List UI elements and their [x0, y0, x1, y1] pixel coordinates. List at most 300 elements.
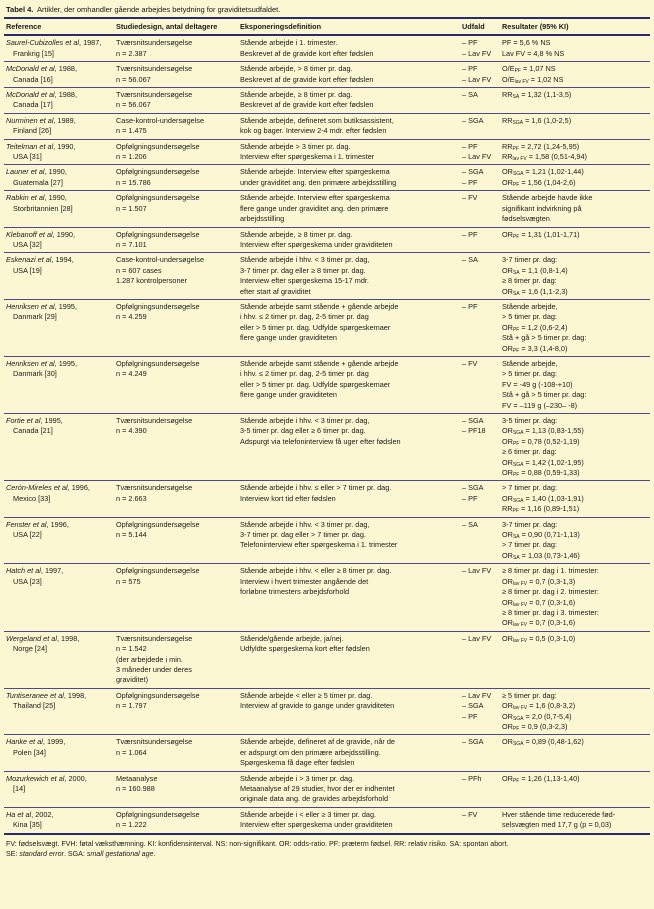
exposure-line: flere gange under graviditeten	[240, 333, 337, 343]
year: , 1988,	[54, 64, 77, 74]
results-cell	[500, 564, 650, 631]
year: , 1989,	[53, 115, 76, 125]
reference-cell	[4, 807, 114, 833]
outcome-cell	[460, 139, 500, 165]
year: , 1998,	[56, 633, 80, 643]
reference-cell	[4, 139, 114, 165]
design-line: n = 607 cases	[116, 265, 162, 275]
author: Hanke et al	[6, 737, 43, 747]
outcome-line: – SGA	[462, 701, 484, 711]
exposure-line: Stående arbejde, > 8 timer pr. dag.	[240, 64, 353, 74]
table-row	[4, 735, 650, 771]
result-line: $OR_{PF} = 0,88$ (0,59-1,33)	[502, 468, 580, 479]
exposure-line: efter start af graviditet	[240, 286, 311, 296]
design-line: Case-kontrol-undersøgelse	[116, 115, 205, 125]
results-cell	[500, 517, 650, 564]
table-row	[4, 771, 650, 807]
design-line: n = 1.542	[116, 644, 147, 654]
exposure-cell	[238, 414, 460, 481]
design-line: Tværsnitsundersøgelse	[116, 483, 193, 493]
outcome-line: – PF	[462, 493, 478, 503]
studies-table	[4, 19, 650, 835]
outcome-line: – SGA	[462, 167, 484, 177]
design-cell	[114, 735, 238, 771]
exposure-cell	[238, 481, 460, 517]
exposure-line: Interview af gravide to gange under graviditeten	[240, 701, 395, 711]
design-line: Opfølgningsundersøgelse	[116, 229, 200, 239]
table-row	[4, 356, 650, 413]
outcome-cell	[460, 356, 500, 413]
table-caption	[6, 5, 650, 14]
outcome-cell	[460, 299, 500, 356]
exposure-cell	[238, 299, 460, 356]
reference-cell	[4, 113, 114, 139]
outcome-line: – SGA	[462, 416, 484, 425]
table-row	[4, 481, 650, 517]
place-citation: Thailand [25]	[13, 701, 56, 711]
result-line: > 7 timer pr. dag:	[502, 483, 557, 493]
reference-cell	[4, 564, 114, 631]
table-row	[4, 165, 650, 191]
exposure-cell	[238, 191, 460, 227]
year: , 1996,	[67, 483, 90, 493]
result-line: $OR_{PF} = 1,31$ (1,01-1,71)	[502, 229, 580, 240]
design-line: n = 4.390	[116, 426, 147, 436]
place-citation: USA [22]	[13, 530, 42, 540]
result-line: signifikant indvirkning på	[502, 203, 582, 213]
outcome-cell	[460, 227, 500, 253]
reference-cell	[4, 35, 114, 61]
exposure-cell	[238, 88, 460, 114]
exposure-cell	[238, 253, 460, 300]
design-line: Tværsnitsundersøgelse	[116, 737, 193, 747]
design-line: n = 575	[116, 576, 141, 586]
design-line: n = 1.797	[116, 701, 147, 711]
table-row	[4, 517, 650, 564]
year: , 2002,	[31, 809, 54, 819]
results-cell	[500, 139, 650, 165]
outcome-cell	[460, 517, 500, 564]
outcome-line: – SGA	[462, 115, 484, 125]
design-line: Case-kontrol-undersøgelse	[116, 255, 205, 265]
place-citation: Guatemala [27]	[13, 177, 63, 187]
exposure-line: Interview i hvert trimester angående det	[240, 576, 369, 586]
design-line: n = 56.067	[116, 100, 151, 110]
design-line: (der arbejdede i min.	[116, 654, 183, 664]
result-line: $OR_{SGA} = 2,0$ (0,7-5,4)	[502, 711, 572, 722]
table-row	[4, 62, 650, 88]
reference-cell	[4, 414, 114, 481]
exposure-line: Spørgeskema få dage efter fødslen	[240, 758, 355, 768]
place-citation: Frankrig [15]	[13, 48, 54, 58]
outcome-cell	[460, 414, 500, 481]
year: , 1995,	[54, 358, 77, 368]
result-line: ≥ 6 timer pr. dag:	[502, 447, 557, 457]
exposure-line: Stående arbejde, defineret som butiksassistent,	[240, 115, 394, 125]
year: , 1997,	[40, 566, 64, 576]
result-line: $OR_{SGA} = 1,42$ (1,02-1,95)	[502, 457, 584, 468]
exposure-cell	[238, 631, 460, 688]
outcome-line: – PF	[462, 141, 478, 151]
author: Rabkin et al	[6, 193, 45, 203]
reference-cell	[4, 517, 114, 564]
reference-cell	[4, 62, 114, 88]
table-row	[4, 139, 650, 165]
result-line: PF = 5,6 % NS	[502, 38, 551, 48]
result-line: $RR_{lav FV} = 1,58$ (0,51-4,94)	[502, 152, 587, 163]
outcome-line: – PF18	[462, 426, 486, 436]
exposure-line: forløbne trimesters arbejdsforhold	[240, 587, 350, 597]
result-line: $OR_{PF} = 1,2$ (0,6-2,4)	[502, 322, 568, 333]
design-line: Metaanalyse	[116, 773, 158, 783]
results-cell	[500, 807, 650, 833]
reference-cell	[4, 253, 114, 300]
reference-cell	[4, 688, 114, 735]
exposure-line: Interview efter spørgeskema 15-17 mdr.	[240, 276, 369, 286]
table-row	[4, 299, 650, 356]
design-cell	[114, 253, 238, 300]
author: McDonald et al	[6, 90, 55, 100]
outcome-line: – FV	[462, 809, 478, 819]
design-line: n = 2.387	[116, 48, 147, 58]
result-line: $OR_{SA} = 1,6$ (1,1-2,3)	[502, 286, 568, 297]
year: , 1995,	[40, 416, 63, 425]
design-line: Tværsnitsundersøgelse	[116, 633, 193, 643]
results-cell	[500, 356, 650, 413]
year: , 1987,	[79, 38, 102, 48]
design-cell	[114, 62, 238, 88]
results-cell	[500, 191, 650, 227]
results-cell	[500, 227, 650, 253]
footnote-line-1: FV: fødselsvægt. FVH: føtal væksthæmning. KI: konfidensinterval. NS: non-signifikant. OR: odds-ratio. PF: præterm fødsel. RR: relativ risiko. SA: spontan abort.	[6, 839, 509, 848]
result-line: $OR_{lav FV} = 0,5$ (0,3-1,0)	[502, 633, 576, 644]
place-citation: Norge [24]	[13, 644, 48, 654]
exposure-line: eller > 5 timer pr. dag. Udfylde spørgeskemaer	[240, 322, 391, 332]
exposure-line: Stående arbejde samt stående + gående arbejde	[240, 301, 399, 311]
result-line: Stående arbejde havde ikke	[502, 193, 593, 203]
result-line: $RR_{PF} = 2,72$ (1,24-5,95)	[502, 141, 580, 152]
design-line: Opfølgningsundersøgelse	[116, 566, 200, 576]
exposure-line: originale data ang. de gravides arbejdsforhold	[240, 794, 389, 804]
result-line: $OR_{lav FV} = 1,6$ (0,8-3,2)	[502, 701, 576, 712]
outcome-line: – SA	[462, 519, 478, 529]
result-line: 3-7 timer pr. dag:	[502, 255, 558, 265]
place-citation: Danmark [29]	[13, 312, 57, 322]
place-citation: USA [31]	[13, 152, 42, 162]
author: Fortie et al	[6, 416, 41, 425]
design-line: n = 1.222	[116, 820, 147, 830]
outcome-cell	[460, 771, 500, 807]
design-line: 3 måneder under deres	[116, 664, 192, 674]
exposure-line: arbejdsstilling	[240, 214, 285, 224]
outcome-line: – PF	[462, 177, 478, 187]
author: Eskenazi et al	[6, 255, 52, 265]
design-cell	[114, 165, 238, 191]
result-line: $OR_{SA} = 0,90$ (0,71-1,13)	[502, 530, 580, 541]
result-line: Stå + gå > 5 timer pr. dag:	[502, 390, 587, 400]
author: Henriksen et al	[6, 358, 55, 368]
table-row	[4, 807, 650, 833]
col-header-reference: Reference	[4, 19, 114, 35]
results-cell	[500, 35, 650, 61]
place-citation: Canada [16]	[13, 74, 53, 84]
outcome-line: – SGA	[462, 483, 484, 493]
result-line: FV = –119 g (–230– -8)	[502, 400, 578, 410]
design-line: n = 1.507	[116, 203, 147, 213]
result-line: Stå + gå > 5 timer pr. dag:	[502, 333, 587, 343]
result-line: $OR_{SGA} = 1,21$ (1,02-1,44)	[502, 167, 584, 178]
reference-cell	[4, 735, 114, 771]
exposure-cell	[238, 807, 460, 833]
exposure-cell	[238, 771, 460, 807]
author: Launer et al	[6, 167, 45, 177]
outcome-cell	[460, 165, 500, 191]
author: Henriksen et al	[6, 301, 55, 311]
exposure-line: Stående arbejde i 1. trimester.	[240, 38, 338, 48]
design-line: n = 15.786	[116, 177, 151, 187]
results-cell	[500, 88, 650, 114]
design-cell	[114, 113, 238, 139]
result-line: > 5 timer pr. dag:	[502, 369, 557, 379]
exposure-cell	[238, 356, 460, 413]
exposure-line: Interview efter spørgeskema i 1. trimester	[240, 152, 375, 162]
design-line: n = 4.249	[116, 369, 147, 379]
exposure-line: flere gange under graviditet ang. den primære	[240, 203, 389, 213]
result-line: fødselsvægten	[502, 214, 550, 224]
design-line: Opfølgningsundersøgelse	[116, 519, 200, 529]
author: Klebanoff et al	[6, 229, 53, 239]
table-row	[4, 688, 650, 735]
result-line: $OR_{SGA} = 0,89$ (0,48-1,62)	[502, 737, 584, 748]
design-cell	[114, 688, 238, 735]
outcome-line: – SGA	[462, 737, 484, 747]
design-line: n = 7.101	[116, 239, 147, 249]
outcome-line: – Lav FV	[462, 690, 492, 700]
exposure-line: Stående arbejde. Interview efter spørgeskema	[240, 167, 390, 177]
place-citation: Mexico [33]	[13, 493, 51, 503]
author: Fenster et al	[6, 519, 47, 529]
results-cell	[500, 481, 650, 517]
result-line: ≥ 8 timer pr. dag i 2. trimester:	[502, 587, 599, 597]
col-header-results: Resultater (95% KI)	[500, 19, 650, 35]
exposure-cell	[238, 165, 460, 191]
result-line: $OR_{PF} = 3,3$ (1,4-8,0)	[502, 343, 568, 354]
results-cell	[500, 771, 650, 807]
col-header-exposure: Eksponeringsdefinition	[238, 19, 460, 35]
design-line: graviditet)	[116, 675, 149, 685]
outcome-line: – Lav FV	[462, 566, 492, 576]
exposure-line: Stående arbejde i < eller ≥ 3 timer pr. dag.	[240, 809, 377, 819]
exposure-cell	[238, 735, 460, 771]
year: , 1995,	[54, 301, 77, 311]
exposure-line: eller > 5 timer pr. dag. Udfylde spørgeskemaer	[240, 379, 391, 389]
design-line: Opfølgningsundersøgelse	[116, 141, 200, 151]
outcome-cell	[460, 253, 500, 300]
results-cell	[500, 631, 650, 688]
exposure-line: 3-5 timer pr. dag eller ≥ 6 timer pr. dag.	[240, 426, 366, 436]
outcome-cell	[460, 807, 500, 833]
outcome-cell	[460, 688, 500, 735]
exposure-line: i hhv. ≤ 2 timer pr. dag, 2-5 timer pr. dag	[240, 369, 369, 379]
table-row	[4, 113, 650, 139]
outcome-line: – SA	[462, 255, 478, 265]
author: Mozurkewich et al	[6, 773, 65, 783]
exposure-line: er adspurgt om den primære arbejdsstilling.	[240, 747, 381, 757]
caption-text: Artikler, der omhandler gående arbejdes betydning for graviditetsudfaldet.	[37, 5, 281, 14]
design-line: Opfølgningsundersøgelse	[116, 167, 200, 177]
place-citation: Storbritannien [28]	[13, 203, 73, 213]
exposure-line: Beskrevet af de gravide kort efter fødslen	[240, 100, 374, 110]
design-cell	[114, 771, 238, 807]
col-header-design: Studiedesign, antal deltagere	[114, 19, 238, 35]
reference-cell	[4, 227, 114, 253]
outcome-line: – SA	[462, 90, 478, 100]
reference-cell	[4, 631, 114, 688]
exposure-line: Stående arbejde > 3 timer pr. dag.	[240, 141, 351, 151]
outcome-line: – Lav FV	[462, 48, 492, 58]
result-line: ≥ 8 timer pr. dag i 3. trimester:	[502, 607, 599, 617]
exposure-cell	[238, 227, 460, 253]
design-line: Opfølgningsundersøgelse	[116, 301, 200, 311]
exposure-cell	[238, 517, 460, 564]
design-cell	[114, 517, 238, 564]
result-line: $OR_{PF} = 1,26$ (1,13-1,40)	[502, 773, 580, 784]
outcome-cell	[460, 35, 500, 61]
reference-cell	[4, 356, 114, 413]
results-cell	[500, 414, 650, 481]
author: Saurel-Cubizolles et al	[6, 38, 80, 48]
design-line: Opfølgningsundersøgelse	[116, 809, 200, 819]
design-cell	[114, 631, 238, 688]
place-citation: [14]	[13, 784, 26, 793]
table-body	[4, 35, 650, 833]
table-row	[4, 227, 650, 253]
reference-cell	[4, 481, 114, 517]
result-line: > 7 timer pr. dag:	[502, 540, 557, 550]
outcome-cell	[460, 631, 500, 688]
place-citation: Kina [35]	[13, 820, 42, 830]
exposure-line: Stående arbejde i hhv. < 3 timer pr. dag,	[240, 255, 370, 265]
design-line: Opfølgningsundersøgelse	[116, 193, 200, 203]
design-line: Opfølgningsundersøgelse	[116, 358, 200, 368]
design-cell	[114, 191, 238, 227]
result-line: $RR_{SGA} = 1,6$ (1,0-2,5)	[502, 115, 572, 126]
exposure-line: i hhv. ≤ 2 timer pr. dag, 2-5 timer pr. dag	[240, 312, 369, 322]
results-cell	[500, 688, 650, 735]
design-line: Tværsnitsundersøgelse	[116, 64, 193, 74]
outcome-line: – PFh	[462, 773, 482, 783]
results-cell	[500, 165, 650, 191]
design-cell	[114, 227, 238, 253]
design-line: Tværsnitsundersøgelse	[116, 90, 193, 100]
caption-label: Tabel 4.	[6, 5, 34, 14]
exposure-line: 3-7 timer pr. dag eller > 7 timer pr. dag.	[240, 530, 366, 540]
design-line: Tværsnitsundersøgelse	[116, 416, 193, 425]
year: , 1999,	[42, 737, 66, 747]
result-line: $O/E_{PF} = 1,07$ NS	[502, 64, 556, 75]
exposure-line: Telefoninterview efter spørgeskema i 1. trimester	[240, 540, 398, 550]
design-line: Opfølgningsundersøgelse	[116, 690, 200, 700]
design-line: n = 2.663	[116, 493, 147, 503]
table-row	[4, 253, 650, 300]
result-line: FV = -49 g (-108-+10)	[502, 379, 573, 389]
design-line: n = 4.259	[116, 312, 147, 322]
outcome-cell	[460, 62, 500, 88]
place-citation: Finland [26]	[13, 126, 52, 136]
exposure-line: Stående arbejde i hhv. ≤ eller > 7 timer pr. dag.	[240, 483, 392, 493]
exposure-line: Beskrevet af de gravide kort efter fødslen	[240, 74, 374, 84]
exposure-cell	[238, 139, 460, 165]
result-line: $OR_{lav FV} = 0,7$ (0,3-1,6)	[502, 618, 576, 629]
year: , 1990,	[44, 167, 67, 177]
author: Wergeland et al	[6, 633, 57, 643]
header-row	[4, 19, 650, 35]
exposure-line: Stående arbejde < eller ≥ 5 timer pr. dag.	[240, 690, 373, 700]
results-cell	[500, 735, 650, 771]
year: , 1990,	[53, 141, 76, 151]
table-row	[4, 564, 650, 631]
result-line: > 5 timer pr. dag:	[502, 312, 557, 322]
design-line: n = 1.064	[116, 747, 147, 757]
outcome-cell	[460, 88, 500, 114]
design-cell	[114, 139, 238, 165]
author: Ha et al	[6, 809, 32, 819]
exposure-line: kok og bager. Interview 2-4 mdr. efter fødslen	[240, 126, 387, 136]
exposure-cell	[238, 62, 460, 88]
exposure-cell	[238, 688, 460, 735]
result-line: $RR_{SA} = 1,32$ (1,1-3,5)	[502, 90, 572, 101]
place-citation: USA [19]	[13, 265, 42, 275]
exposure-cell	[238, 564, 460, 631]
result-line: $OR_{SA} = 1,1$ (0,8-1,4)	[502, 265, 568, 276]
design-cell	[114, 414, 238, 481]
table-row	[4, 414, 650, 481]
place-citation: USA [23]	[13, 576, 42, 586]
exposure-line: Stående arbejde i hhv. < eller ≥ 8 timer pr. dag.	[240, 566, 392, 576]
design-line: Tværsnitsundersøgelse	[116, 38, 193, 48]
table-row	[4, 35, 650, 61]
results-cell	[500, 62, 650, 88]
design-line: n = 56.067	[116, 74, 151, 84]
outcome-cell	[460, 113, 500, 139]
exposure-line: Beskrevet af de gravide kort efter fødslen	[240, 48, 374, 58]
exposure-line: 3-7 timer pr. dag eller ≥ 8 timer pr. dag.	[240, 265, 366, 275]
place-citation: Danmark [30]	[13, 369, 57, 379]
place-citation: Canada [21]	[13, 426, 53, 436]
year: , 1998,	[63, 690, 87, 700]
outcome-cell	[460, 735, 500, 771]
footnote-line-2: SE: standard error. SGA: small gestational age.	[6, 850, 156, 859]
exposure-line: Interview kort tid efter fødslen	[240, 493, 336, 503]
design-cell	[114, 356, 238, 413]
exposure-line: flere gange under graviditeten	[240, 390, 337, 400]
results-cell	[500, 113, 650, 139]
result-line: $OR_{lav FV} = 0,7$ (0,3-1,3)	[502, 576, 576, 587]
outcome-line: – PF	[462, 711, 478, 721]
outcome-line: – Lav FV	[462, 633, 492, 643]
exposure-line: Udfyldte spørgeskema kort efter fødslen	[240, 644, 370, 654]
author: Tuntiseranee et al	[6, 690, 64, 700]
result-line: $OR_{SGA} = 1,13$ (0,83-1,55)	[502, 426, 584, 437]
col-header-outcome: Udfald	[460, 19, 500, 35]
result-line: Stående arbejde,	[502, 358, 558, 368]
exposure-line: Stående/gående arbejde, ja/nej.	[240, 633, 344, 643]
author: Cerón-Mireles et al	[6, 483, 68, 493]
design-line: n = 160.988	[116, 784, 155, 793]
place-citation: Canada [17]	[13, 100, 53, 110]
exposure-line: Stående arbejde. Interview efter spørgeskema	[240, 193, 390, 203]
result-line: Hver stående time reducerede fød-	[502, 809, 616, 819]
